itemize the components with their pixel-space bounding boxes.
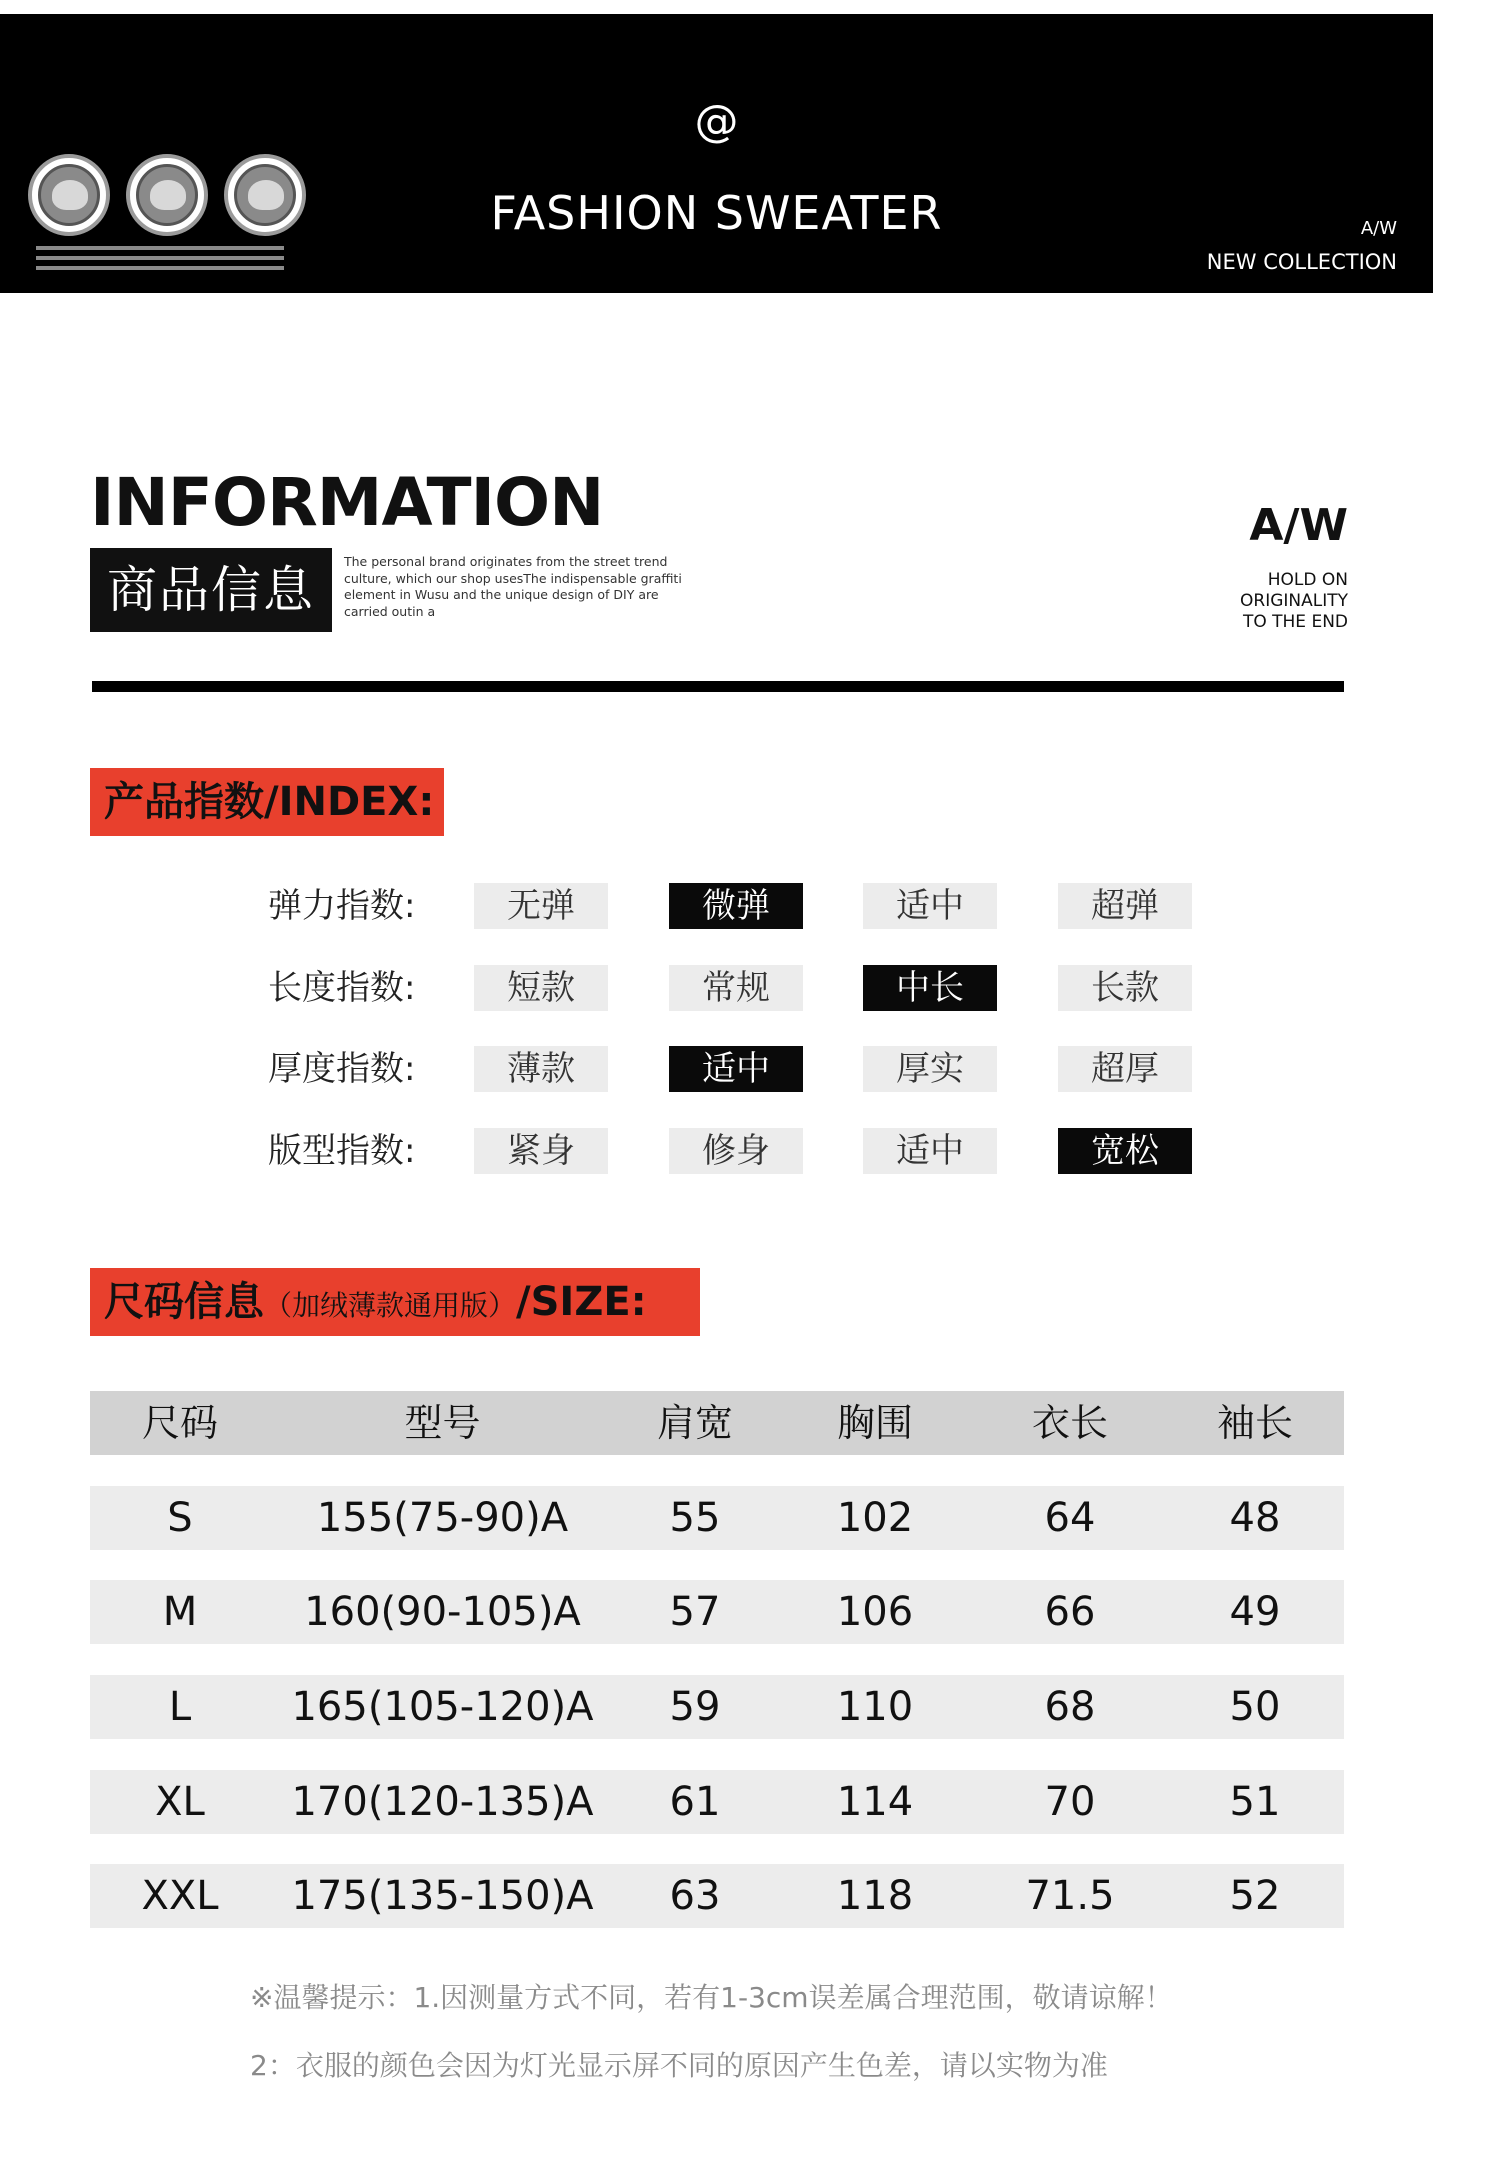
table-cell: 57: [669, 1589, 721, 1635]
index-option: 厚实: [863, 1046, 997, 1092]
table-cell: 118: [836, 1873, 914, 1919]
section-divider: [92, 681, 1344, 692]
table-cell: S: [167, 1495, 193, 1541]
size-section-header: [90, 1268, 700, 1336]
table-row: [90, 1675, 1344, 1739]
index-option: 修身: [669, 1128, 803, 1174]
index-option-selected: 微弹: [669, 883, 803, 929]
color-note: 2：衣服的颜色会因为灯光显示屏不同的原因产生色差，请以实物为准: [250, 2049, 1108, 2082]
index-label: 长度指数:: [268, 968, 416, 1008]
index-row-fit: [0, 1128, 1500, 1174]
size-table-header: [90, 1391, 1344, 1455]
table-cell: M: [162, 1589, 198, 1635]
column-header: 袖长: [1216, 1401, 1293, 1445]
index-row-elasticity: [0, 883, 1500, 929]
at-sign: @: [694, 96, 739, 147]
column-header: 衣长: [1031, 1401, 1108, 1445]
index-label: 版型指数:: [268, 1131, 416, 1171]
table-cell: 50: [1229, 1684, 1281, 1730]
table-row: [90, 1486, 1344, 1550]
slogan-line: TO THE END: [1242, 612, 1348, 632]
index-option: 无弹: [474, 883, 608, 929]
index-row-thickness: [0, 1046, 1500, 1092]
table-cell: 55: [669, 1495, 721, 1541]
table-cell: 114: [836, 1779, 914, 1825]
index-option: 长款: [1058, 965, 1192, 1011]
table-cell: 170(120-135)A: [291, 1779, 594, 1825]
index-option: 超弹: [1058, 883, 1192, 929]
column-header: 型号: [404, 1401, 481, 1445]
index-option: 适中: [863, 1128, 997, 1174]
slogan-line: HOLD ON: [1267, 570, 1348, 590]
banner-title: FASHION SWEATER: [490, 186, 943, 240]
measurement-note: ※温馨提示：1.因测量方式不同，若有1-3cm误差属合理范围，敬请谅解！: [250, 1981, 1173, 2014]
index-option: 紧身: [474, 1128, 608, 1174]
column-header: 胸围: [836, 1401, 913, 1445]
index-option: 短款: [474, 965, 608, 1011]
table-cell: 66: [1044, 1589, 1096, 1635]
table-cell: L: [168, 1684, 192, 1730]
table-cell: 110: [836, 1684, 914, 1730]
column-header: 肩宽: [656, 1401, 733, 1445]
table-cell: 48: [1229, 1495, 1281, 1541]
table-cell: 61: [669, 1779, 721, 1825]
index-option-selected: 中长: [863, 965, 997, 1011]
table-cell: 63: [669, 1873, 721, 1919]
stripe-divider: [36, 246, 284, 250]
size-header-tail: /SIZE:: [516, 1279, 647, 1325]
index-label: 厚度指数:: [268, 1049, 416, 1089]
index-option: 适中: [863, 883, 997, 929]
information-title: INFORMATION: [90, 464, 604, 541]
table-cell: XL: [155, 1779, 205, 1825]
index-row-length: [0, 965, 1500, 1011]
top-banner: [0, 14, 1433, 293]
collection-label: NEW COLLECTION: [1206, 250, 1397, 274]
table-cell: 49: [1229, 1589, 1281, 1635]
stripe-divider: [36, 256, 284, 260]
stripe-divider: [36, 266, 284, 270]
size-header-main: 尺码信息: [104, 1279, 264, 1325]
season-heading: A/W: [1249, 500, 1348, 551]
slogan-line: ORIGINALITY: [1240, 591, 1348, 611]
brand-description: The personal brand originates from the street trend culture, which our shop usesThe indispensable graffiti element in Wusu and the unique design of DIY are carried outin a: [344, 554, 682, 619]
slogan: [1240, 570, 1348, 633]
table-cell: XXL: [141, 1873, 219, 1919]
table-cell: 52: [1229, 1873, 1281, 1919]
table-cell: 102: [836, 1495, 914, 1541]
table-cell: 51: [1229, 1779, 1281, 1825]
table-cell: 64: [1044, 1495, 1096, 1541]
table-row: [90, 1770, 1344, 1834]
index-option: 薄款: [474, 1046, 608, 1092]
table-cell: 165(105-120)A: [291, 1684, 594, 1730]
index-option: 常规: [669, 965, 803, 1011]
table-row: [90, 1864, 1344, 1928]
index-option-selected: 适中: [669, 1046, 803, 1092]
index-option: 超厚: [1058, 1046, 1192, 1092]
table-cell: 155(75-90)A: [316, 1495, 569, 1541]
table-cell: 106: [836, 1589, 914, 1635]
size-header-note: （加绒薄款通用版）: [264, 1289, 517, 1322]
column-header: 尺码: [141, 1401, 218, 1445]
table-cell: 68: [1044, 1684, 1096, 1730]
table-cell: 160(90-105)A: [304, 1589, 581, 1635]
index-label: 弹力指数:: [268, 886, 416, 926]
index-section-header: 产品指数/INDEX:: [90, 768, 444, 836]
table-cell: 70: [1044, 1779, 1096, 1825]
table-row: [90, 1580, 1344, 1644]
product-info-label: 商品信息: [90, 548, 332, 632]
table-cell: 59: [669, 1684, 721, 1730]
index-option-selected: 宽松: [1058, 1128, 1192, 1174]
season-label: A/W: [1360, 218, 1397, 239]
table-cell: 71.5: [1025, 1873, 1115, 1919]
table-cell: 175(135-150)A: [291, 1873, 594, 1919]
